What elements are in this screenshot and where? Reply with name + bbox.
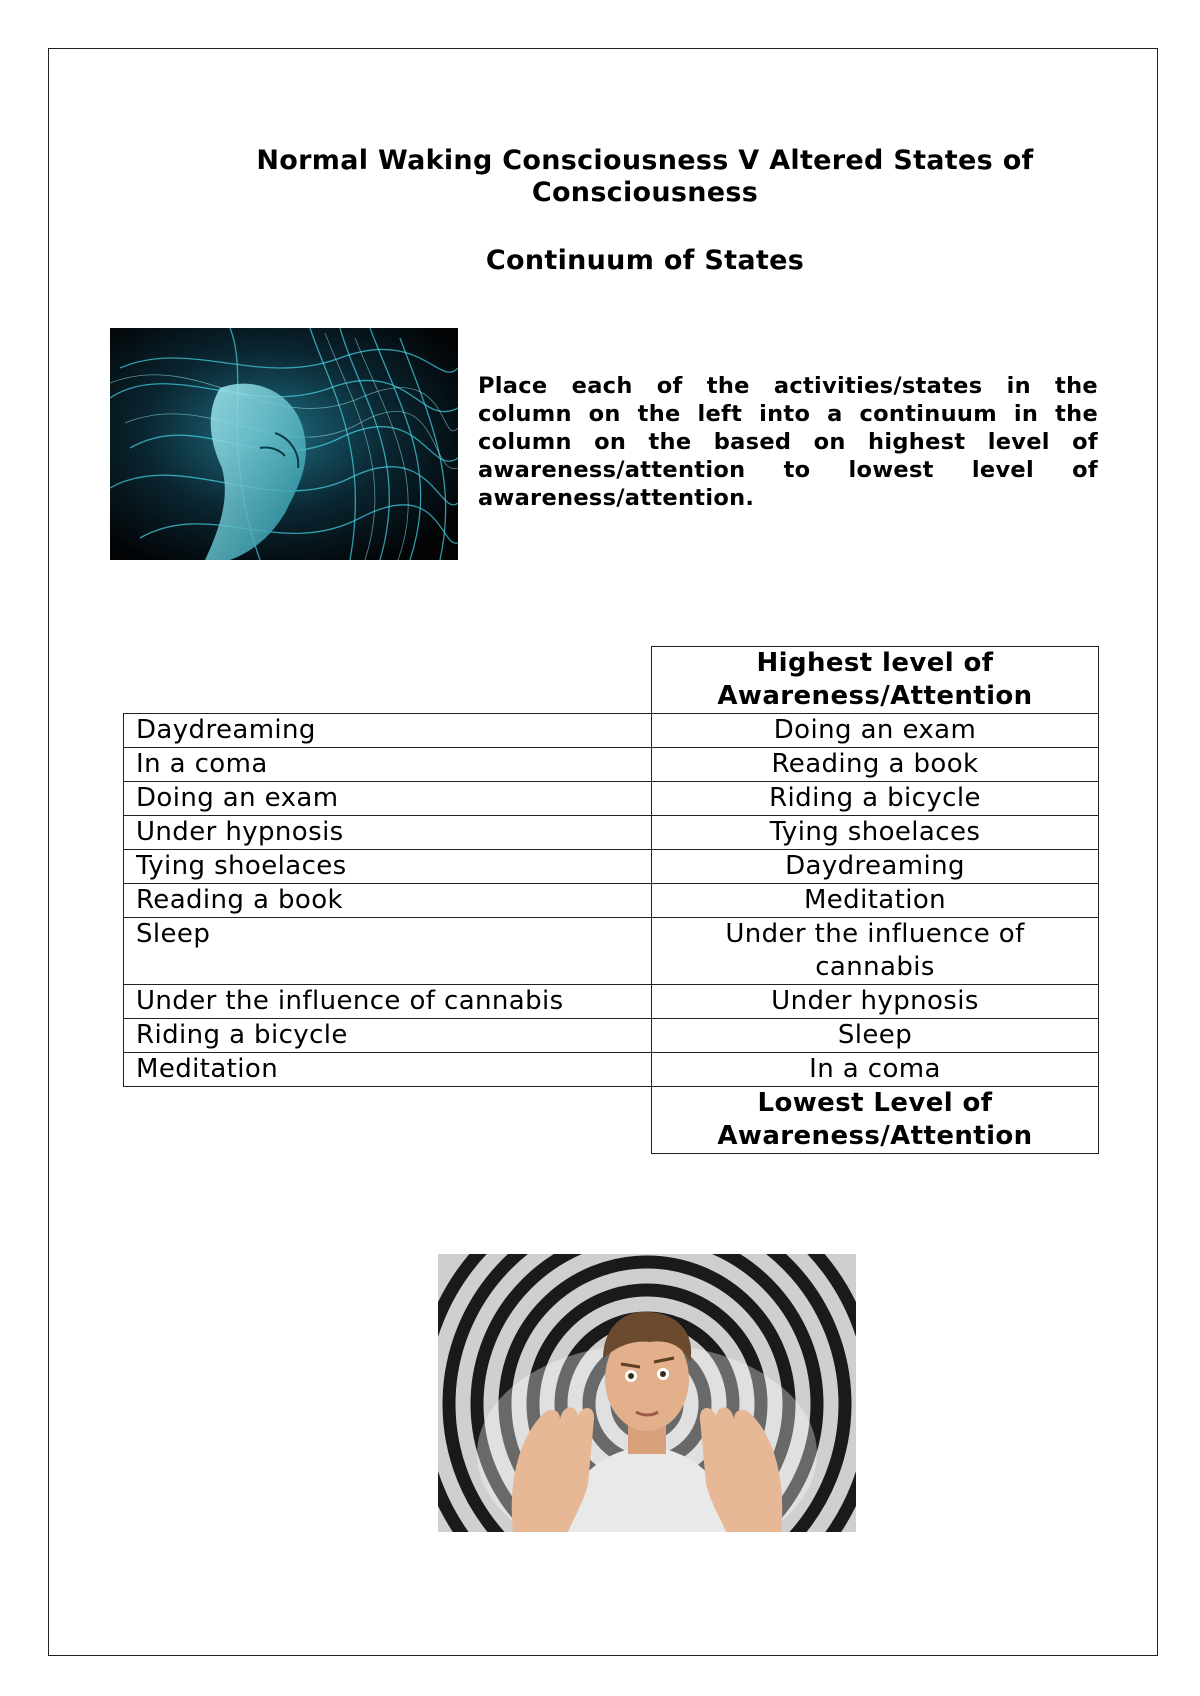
activity-cell: In a coma xyxy=(124,748,652,782)
continuum-cell: Sleep xyxy=(652,1019,1099,1053)
table-row xyxy=(124,748,1099,782)
continuum-cell: Reading a book xyxy=(652,748,1099,782)
continuum-cell: In a coma xyxy=(652,1053,1099,1087)
activity-cell: Meditation xyxy=(124,1053,652,1087)
activity-cell: Sleep xyxy=(124,918,652,985)
table-row xyxy=(124,1053,1099,1087)
continuum-cell: Daydreaming xyxy=(652,850,1099,884)
table-row xyxy=(124,850,1099,884)
page-title: Normal Waking Consciousness V Altered States of Consciousness xyxy=(256,145,1034,208)
continuum-cell: Under the influence of cannabis xyxy=(652,918,1099,985)
activity-cell: Riding a bicycle xyxy=(124,1019,652,1053)
table-row xyxy=(124,714,1099,748)
table-row xyxy=(124,816,1099,850)
activity-cell: Tying shoelaces xyxy=(124,850,652,884)
continuum-table xyxy=(123,646,1099,1154)
continuum-cell: Doing an exam xyxy=(652,714,1099,748)
activity-cell: Under the influence of cannabis xyxy=(124,985,652,1019)
activity-cell: Daydreaming xyxy=(124,714,652,748)
lowest-level-footer: Lowest Level of Awareness/Attention xyxy=(652,1087,1099,1154)
table-row xyxy=(124,884,1099,918)
table-header-row xyxy=(124,647,1099,714)
continuum-cell: Tying shoelaces xyxy=(652,816,1099,850)
table-row xyxy=(124,1019,1099,1053)
consciousness-swirl-image xyxy=(110,328,458,560)
hypnosis-image xyxy=(438,1254,856,1532)
activity-cell: Doing an exam xyxy=(124,782,652,816)
page-subtitle: Continuum of States xyxy=(485,245,805,276)
activity-cell: Under hypnosis xyxy=(124,816,652,850)
activity-cell: Reading a book xyxy=(124,884,652,918)
continuum-cell: Riding a bicycle xyxy=(652,782,1099,816)
table-footer-row xyxy=(124,1087,1099,1154)
table-row xyxy=(124,918,1099,985)
table-row xyxy=(124,985,1099,1019)
highest-level-header: Highest level of Awareness/Attention xyxy=(652,647,1099,714)
continuum-cell: Meditation xyxy=(652,884,1099,918)
table-row xyxy=(124,782,1099,816)
continuum-cell: Under hypnosis xyxy=(652,985,1099,1019)
instructions-text: Place each of the activities/states in the column on the left into a continuum in the column on the based on highest level of awareness/attention to lowest level of awareness/attention. xyxy=(478,373,1098,511)
